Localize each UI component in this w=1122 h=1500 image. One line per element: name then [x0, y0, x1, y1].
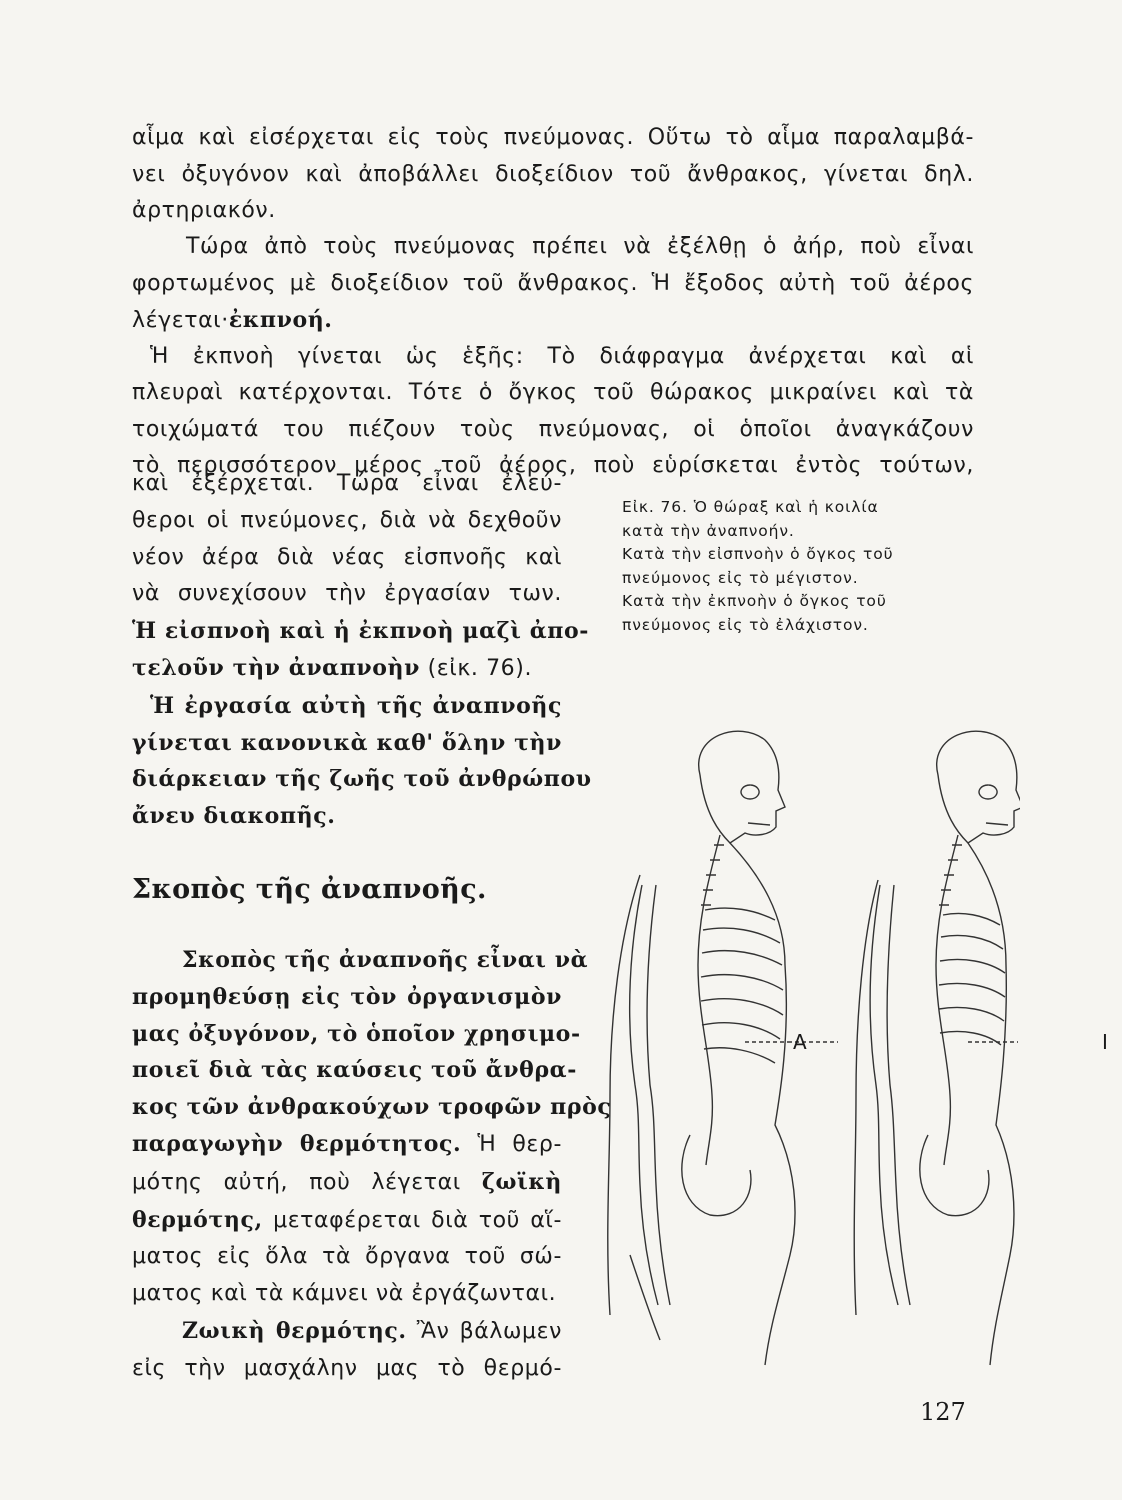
- purpose-line-8-text: μεταφέρεται διὰ τοῦ αἵ-: [273, 1207, 563, 1233]
- body-line-10: τὸ περισσότερον μέρος τοῦ ἀέρος, ποὺ εὑρίσκεται ἐντὸς τούτων,: [132, 453, 974, 478]
- caption-line-1: Εἰκ. 76. Ὁ θώραξ καὶ ἡ κοιλία: [622, 498, 879, 516]
- purpose-paragraph: [132, 942, 612, 1388]
- col-line-1: καὶ ἐξέρχεται. Τώρα εἶναι ἐλεύ-: [132, 471, 562, 496]
- term-ekpnoi: ἐκπνοή.: [228, 307, 333, 333]
- purpose-line-6-tail: Ἡ θερ-: [477, 1131, 563, 1157]
- col-line-5: Ἡ εἰσπνοὴ καὶ ἡ ἐκπνοὴ μαζὶ ἀπο-: [132, 618, 590, 645]
- purpose-line-9: ματος εἰς ὅλα τὰ ὄργανα τοῦ σώ-: [132, 1244, 562, 1270]
- body-line-1: αἷμα καὶ εἰσέρχεται εἰς τοὺς πνεύμονας. Οὕτω τὸ αἷμα παραλαμβά-: [132, 125, 974, 150]
- col-line-3: νέον ἀέρα διὰ νέας εἰσπνοῆς καὶ: [132, 544, 562, 570]
- body-line-8: πλευραὶ κατέρχονται. Τότε ὁ ὄγκος τοῦ θώρακος μικραίνει καὶ τὰ: [132, 380, 974, 405]
- term-paragogi: παραγωγὴν θερμότητος.: [132, 1130, 462, 1157]
- caption-line-6: πνεύμονος εἰς τὸ ἐλάχιστον.: [622, 615, 869, 634]
- body-line-2: νει ὀξυγόνον καὶ ἀποβάλλει διοξείδιον τοῦ ἄνθρακος, γίνεται δηλ.: [132, 162, 974, 187]
- body-line-7: Ἡ ἐκπνοὴ γίνεται ὡς ἑξῆς: Τὸ διάφραγμα ἀνέρχεται καὶ αἱ: [150, 344, 974, 369]
- purpose-line-6: [132, 1126, 562, 1164]
- zoiki-line-1: [132, 1313, 562, 1351]
- purpose-line-7: [132, 1164, 562, 1202]
- purpose-line-4: ποιεῖ διὰ τὰς καύσεις τοῦ ἄνθρα-: [132, 1057, 577, 1084]
- caption-line-4: πνεύμονος εἰς τὸ μέγιστον.: [622, 568, 859, 587]
- page-number: 127: [920, 1398, 966, 1426]
- purpose-line-1: Σκοπὸς τῆς ἀναπνοῆς εἶναι νὰ: [182, 947, 589, 973]
- left-column: [132, 466, 592, 835]
- col-line-2: θεροι οἱ πνεύμονες, διὰ νὰ δεχθοῦν: [132, 507, 562, 533]
- purpose-line-2: προμηθεύσῃ εἰς τὸν ὀργανισμὸν: [132, 983, 562, 1010]
- figure-label-b: I: [1102, 1030, 1108, 1054]
- skeleton-right: [788, 731, 1020, 1365]
- caption-line-2: κατὰ τὴν ἀναπνοήν.: [622, 521, 795, 540]
- section-heading: Σκοπὸς τῆς ἀναπνοῆς.: [132, 874, 487, 905]
- zoiki-line-2: εἰς τὴν μασχάλην μας τὸ θερμό-: [132, 1355, 562, 1381]
- purpose-line-5: κος τῶν ἀνθρακούχων τροφῶν πρὸς: [132, 1094, 612, 1121]
- col-line-6: [132, 650, 562, 688]
- purpose-line-3: μας ὀξυγόνον, τὸ ὁποῖον χρησιμο-: [132, 1020, 581, 1047]
- purpose-line-7-text: μότης αὐτή, ποὺ λέγεται: [132, 1169, 461, 1195]
- body-line-6: [132, 302, 974, 339]
- skeleton-left: [608, 731, 795, 1365]
- term-anapnoi: τελοῦν τὴν ἀναπνοὴν: [132, 654, 421, 681]
- fig-ref: (εἰκ. 76).: [427, 655, 533, 681]
- col-line-10: ἄνευ διακοπῆς.: [132, 803, 336, 830]
- figure-caption: [622, 496, 972, 637]
- caption-line-3: Κατὰ τὴν εἰσπνοὴν ὁ ὄγκος τοῦ: [622, 545, 894, 563]
- caption-line-5: Κατὰ τὴν ἐκπνοὴν ὁ ὄγκος τοῦ: [622, 592, 887, 610]
- term-thermotis: θερμότης,: [132, 1206, 263, 1233]
- body-line-3: ἀρτηριακόν.: [132, 198, 276, 223]
- col-line-8: γίνεται κανονικὰ καθ' ὅλην τὴν: [132, 729, 562, 756]
- figure-label-a: A: [793, 1030, 807, 1054]
- body-line-6-text: λέγεται·: [132, 308, 229, 333]
- body-line-9: τοιχώματά του πιέζουν τοὺς πνεύμονας, οἱ ὁποῖοι ἀναγκάζουν: [132, 417, 974, 442]
- body-line-5: φορτωμένος μὲ διοξείδιον τοῦ ἄνθρακος. Ἡ ἔξοδος αὐτὴ τοῦ ἀέρος: [132, 271, 974, 296]
- term-zoiki-thermotis: Ζωικὴ θερμότης.: [182, 1317, 407, 1344]
- purpose-line-10: ματος καὶ τὰ κάμνει νὰ ἐργάζωνται.: [132, 1281, 557, 1307]
- col-line-4: νὰ συνεχίσουν τὴν ἐργασίαν των.: [132, 581, 562, 607]
- body-line-4: Τώρα ἀπὸ τοὺς πνεύμονας πρέπει νὰ ἐξέλθῃ ὁ ἀήρ, ποὺ εἶναι: [186, 234, 974, 259]
- term-zoiki: ζωϊκὴ: [481, 1168, 563, 1195]
- purpose-line-8: [132, 1202, 562, 1240]
- col-line-9: διάρκειαν τῆς ζωῆς τοῦ ἀνθρώπου: [132, 766, 592, 793]
- zoiki-line-1-tail: Ἂν βάλωμεν: [416, 1318, 562, 1344]
- col-line-7: Ἡ ἐργασία αὐτὴ τῆς ἀναπνοῆς: [150, 692, 562, 719]
